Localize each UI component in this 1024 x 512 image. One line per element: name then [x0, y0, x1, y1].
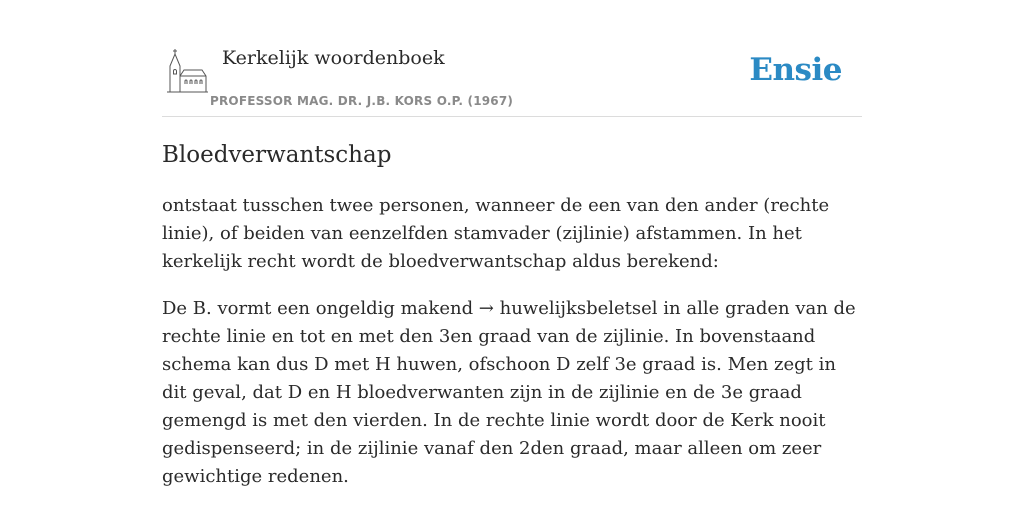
entry-body — [162, 192, 862, 510]
church-icon — [164, 48, 208, 94]
dictionary-author: PROFESSOR MAG. DR. J.B. KORS O.P. (1967) — [210, 94, 514, 108]
page-content — [162, 0, 862, 512]
entry-title: Bloedverwantschap — [162, 142, 392, 168]
dictionary-header — [162, 40, 862, 117]
dictionary-title[interactable]: Kerkelijk woordenboek — [222, 47, 445, 69]
entry-paragraph: ontstaat tusschen twee personen, wanneer de een van den ander (rechte linie), of beiden van eenzelfden stamvader (zijlinie) afstammen. In het kerkelijk recht wordt de bloedverwantschap aldus berekend: — [162, 195, 830, 272]
entry-paragraph: De B. vormt een ongeldig makend → huwelijksbeletsel in alle graden van de rechte linie en tot en met den 3en graad van de zijlinie. In bovenstaand schema kan dus D met H huwen, ofschoon D zelf 3e graad is. Men zegt in dit geval, dat D en H bloedverwanten zijn in de zijlinie en de 3e graad gemengd is met den vierden. In de rechte linie wordt door de Kerk nooit gedispenseerd; in de zijlinie vanaf den 2den graad, maar alleen om zeer gewichtige redenen. — [162, 298, 856, 487]
ensie-logo[interactable]: Ensie — [749, 52, 842, 88]
